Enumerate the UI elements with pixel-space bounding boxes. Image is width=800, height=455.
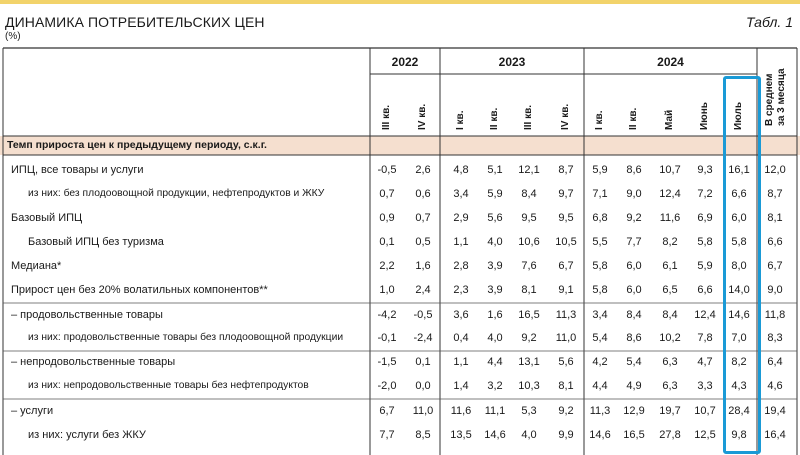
table-cell: 5,3 [521, 405, 537, 417]
table-cell: 4,6 [767, 380, 783, 392]
table-cell: 9,0 [767, 284, 783, 296]
table-cell: -0,5 [413, 309, 433, 321]
row-label: – услуги [11, 405, 54, 417]
table-cell: 8,4 [626, 309, 642, 321]
table-cell: 2,4 [415, 284, 431, 296]
year-header: 2022 [391, 55, 419, 69]
table-cell: 3,9 [487, 260, 503, 272]
table-cell: 9,9 [558, 429, 574, 441]
table-cell: 1,6 [487, 309, 503, 321]
table-cell: 8,7 [558, 164, 574, 176]
avg-column-header: В среднем [764, 73, 775, 126]
table-cell: 6,1 [662, 260, 678, 272]
table-cell: 12,9 [623, 405, 645, 417]
table-cell: 4,0 [487, 332, 503, 344]
table-cell: 6,0 [626, 284, 642, 296]
table-cell: 9,0 [626, 188, 642, 200]
table-cell: 1,6 [415, 260, 431, 272]
table-cell: 3,2 [487, 380, 503, 392]
table-cell: 0,0 [415, 380, 431, 392]
table-cell: 19,7 [659, 405, 681, 417]
table-cell: 7,2 [697, 188, 713, 200]
table-cell: 0,1 [379, 236, 395, 248]
table-cell: 9,8 [731, 429, 747, 441]
table-cell: 5,8 [731, 236, 747, 248]
table-cell: 10,7 [659, 164, 681, 176]
table-cell: 10,5 [555, 236, 577, 248]
table-cell: 12,4 [694, 309, 716, 321]
table-cell: 27,8 [659, 429, 681, 441]
table-cell: 9,7 [558, 188, 574, 200]
row-label: Базовый ИПЦ без туризма [28, 236, 164, 248]
table-cell: 0,6 [415, 188, 431, 200]
table-cell: 0,9 [379, 212, 395, 224]
table-cell: 11,0 [555, 332, 577, 344]
table-cell: 13,1 [518, 356, 540, 368]
table-cell: 19,4 [764, 405, 786, 417]
column-header: III кв. [523, 104, 534, 130]
table-cell: 4,4 [592, 380, 608, 392]
table-cell: -2,0 [377, 380, 397, 392]
table-cell: 6,0 [626, 260, 642, 272]
row-label: из них: непродовольственные товары без нефтепродуктов [28, 380, 309, 391]
table-cell: 5,8 [592, 260, 608, 272]
table-cell: 1,1 [453, 236, 469, 248]
table-cell: 14,0 [728, 284, 750, 296]
table-cell: 6,3 [662, 380, 678, 392]
table-cell: 8,1 [767, 212, 783, 224]
table-cell: 5,9 [592, 164, 608, 176]
table-cell: 14,6 [484, 429, 506, 441]
table-cell: 10,2 [659, 332, 681, 344]
table-cell: 11,3 [555, 309, 577, 321]
table-cell: 5,9 [487, 188, 503, 200]
column-header: IV кв. [560, 103, 571, 130]
table-cell: 6,7 [767, 260, 783, 272]
table-cell: -0,1 [377, 332, 397, 344]
table-cell: 6,7 [558, 260, 574, 272]
table-cell: 11,6 [659, 212, 681, 224]
row-label: – продовольственные товары [11, 309, 163, 321]
row-label: Прирост цен без 20% волатильных компонентов** [11, 284, 268, 296]
row-label: Базовый ИПЦ [11, 212, 83, 224]
table-cell: 7,7 [626, 236, 642, 248]
top-accent-line [0, 0, 800, 4]
table-cell: 5,4 [626, 356, 642, 368]
table-cell: 7,7 [379, 429, 395, 441]
table-cell: 4,0 [521, 429, 537, 441]
table-cell: 12,1 [518, 164, 540, 176]
table-cell: 6,9 [697, 212, 713, 224]
table-cell: 9,2 [558, 405, 574, 417]
table-cell: 8,2 [731, 356, 747, 368]
table-cell: 13,5 [450, 429, 472, 441]
table-cell: 5,6 [558, 356, 574, 368]
table-cell: 1,4 [453, 380, 469, 392]
table-cell: 7,0 [731, 332, 747, 344]
table-cell: -4,2 [377, 309, 397, 321]
table-cell: 0,1 [415, 356, 431, 368]
table-cell: 6,3 [662, 356, 678, 368]
table-cell: 1,1 [453, 356, 469, 368]
section-label: Темп прироста цен к предыдущему периоду, с.к.г. [7, 139, 267, 151]
table-cell: 6,8 [592, 212, 608, 224]
avg-column-header: за 3 месяца [776, 68, 787, 126]
row-label: из них: без плодоовощной продукции, нефтепродуктов и ЖКУ [28, 188, 325, 199]
table-cell: 8,3 [767, 332, 783, 344]
table-cell: 8,6 [626, 164, 642, 176]
table-cell: 6,0 [731, 212, 747, 224]
table-cell: 12,0 [764, 164, 786, 176]
table-cell: 10,6 [518, 236, 540, 248]
table-cell: 9,3 [697, 164, 713, 176]
table-cell: 3,9 [487, 284, 503, 296]
table-cell: 16,4 [764, 429, 786, 441]
table-cell: 4,7 [697, 356, 713, 368]
table-cell: 6,7 [379, 405, 395, 417]
table-number: Табл. 1 [745, 14, 793, 30]
table-cell: 2,6 [415, 164, 431, 176]
table-cell: 7,8 [697, 332, 713, 344]
row-label: из них: продовольственные товары без плодоовощной продукции [28, 332, 344, 343]
column-header: Май [664, 109, 675, 130]
unit-label: (%) [5, 31, 21, 42]
table-cell: 8,1 [558, 380, 574, 392]
table-cell: 4,9 [626, 380, 642, 392]
column-header: IV кв. [417, 103, 428, 130]
table-cell: 10,3 [518, 380, 540, 392]
table-cell: 5,1 [487, 164, 503, 176]
table-cell: 6,4 [767, 356, 783, 368]
table-cell: 4,3 [731, 380, 747, 392]
table-cell: 8,6 [626, 332, 642, 344]
table-cell: 6,6 [731, 188, 747, 200]
table-cell: 14,6 [589, 429, 611, 441]
year-header: 2024 [657, 55, 684, 69]
table-cell: 3,6 [453, 309, 469, 321]
table-cell: 3,4 [592, 309, 608, 321]
table-cell: 5,8 [697, 236, 713, 248]
column-header: Июль [733, 102, 744, 130]
table-cell: 6,6 [767, 236, 783, 248]
table-cell: 3,3 [697, 380, 713, 392]
table-cell: 0,7 [415, 212, 431, 224]
table-cell: 5,8 [592, 284, 608, 296]
table-cell: 11,0 [412, 405, 434, 417]
table-cell: 12,5 [694, 429, 716, 441]
year-header: 2023 [498, 55, 526, 69]
table-cell: 11,1 [484, 405, 506, 417]
table-cell: 11,6 [450, 405, 472, 417]
table-cell: 4,4 [487, 356, 503, 368]
row-label: – непродовольственные товары [11, 356, 176, 368]
table-cell: 2,2 [379, 260, 395, 272]
table-cell: 10,7 [694, 405, 716, 417]
column-header: III кв. [381, 104, 392, 130]
column-header: II кв. [489, 107, 500, 130]
table-cell: 2,9 [453, 212, 469, 224]
table-cell: 16,5 [518, 309, 540, 321]
table-cell: 3,4 [453, 188, 469, 200]
table-cell: 7,1 [592, 188, 608, 200]
table-cell: 0,5 [415, 236, 431, 248]
table-cell: 5,4 [592, 332, 608, 344]
table-cell: 12,4 [659, 188, 681, 200]
table-cell: 6,6 [697, 284, 713, 296]
table-cell: 7,6 [521, 260, 537, 272]
table-cell: 2,8 [453, 260, 469, 272]
column-header: I кв. [594, 110, 605, 130]
table-cell: 9,1 [558, 284, 574, 296]
table-cell: 8,0 [731, 260, 747, 272]
table-cell: 9,2 [626, 212, 642, 224]
table-cell: 2,3 [453, 284, 469, 296]
table-cell: 0,7 [379, 188, 395, 200]
table-cell: 14,6 [728, 309, 750, 321]
table-cell: 9,5 [521, 212, 537, 224]
table-cell: 8,4 [662, 309, 678, 321]
table-cell: 4,8 [453, 164, 469, 176]
row-label: из них: услуги без ЖКУ [28, 429, 146, 441]
row-label: Медиана* [11, 260, 62, 272]
table-cell: 8,4 [521, 188, 537, 200]
table-cell: 8,7 [767, 188, 783, 200]
table-cell: 9,2 [521, 332, 537, 344]
table-cell: 8,1 [521, 284, 537, 296]
table-cell: 5,9 [697, 260, 713, 272]
table-cell: 4,2 [592, 356, 608, 368]
table-title: ДИНАМИКА ПОТРЕБИТЕЛЬСКИХ ЦЕН [5, 14, 265, 30]
table-cell: -1,5 [377, 356, 397, 368]
table-cell: -0,5 [377, 164, 397, 176]
table-cell: 11,3 [589, 405, 611, 417]
table-cell: 5,5 [592, 236, 608, 248]
column-header: II кв. [628, 107, 639, 130]
table-cell: -2,4 [413, 332, 433, 344]
table-cell: 16,5 [623, 429, 645, 441]
table-cell: 0,4 [453, 332, 469, 344]
table-cell: 8,2 [662, 236, 678, 248]
table-cell: 11,8 [764, 309, 786, 321]
table-cell: 5,6 [487, 212, 503, 224]
table-cell: 4,0 [487, 236, 503, 248]
row-label: ИПЦ, все товары и услуги [11, 164, 144, 176]
table-cell: 16,1 [728, 164, 750, 176]
table-cell: 9,5 [558, 212, 574, 224]
column-header: I кв. [455, 110, 466, 130]
table-cell: 1,0 [379, 284, 395, 296]
table-cell: 28,4 [728, 405, 750, 417]
table-cell: 6,5 [662, 284, 678, 296]
table-cell: 8,5 [415, 429, 431, 441]
column-header: Июнь [699, 102, 710, 130]
